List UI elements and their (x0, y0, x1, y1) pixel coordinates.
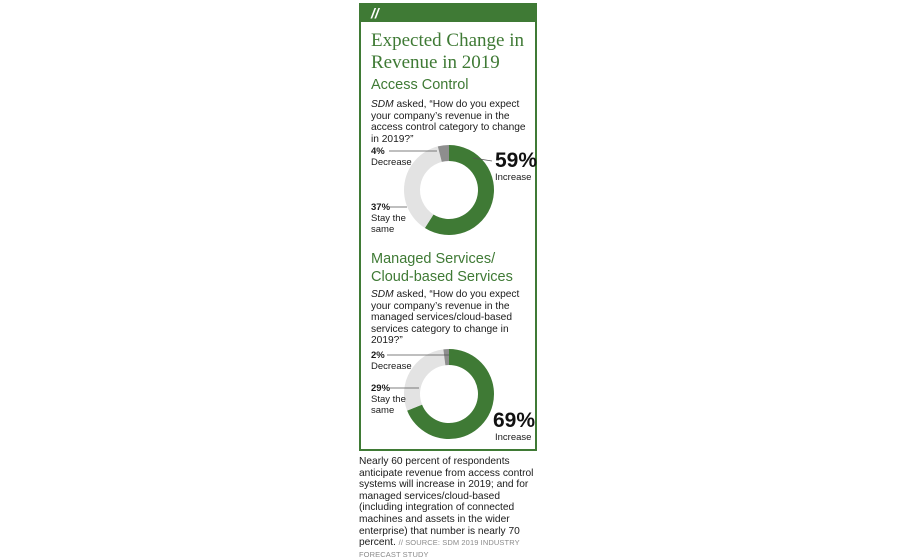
decrease-pct: 4% (371, 146, 385, 157)
question-text: asked, “How do you expect your company’s revenue in the managed services/cloud-based services category to change in 2019?” (371, 289, 520, 346)
caption-source: // SOURCE: SDM 2019 INDUSTRY FORECAST STUDY (359, 538, 520, 559)
question-lead: SDM (371, 99, 394, 110)
increase-text-access: Increase (495, 172, 532, 183)
decrease-text: Decrease (371, 361, 412, 372)
decrease-text: Decrease (371, 157, 412, 168)
same-text-2: same (371, 224, 395, 235)
decrease-pct: 2% (371, 350, 385, 361)
section-title-line1: Managed Services/ (371, 251, 496, 267)
question-lead: SDM (371, 289, 394, 300)
question-managed-services (371, 289, 531, 347)
same-pct: 37% (371, 202, 391, 213)
section-title-line2: Cloud-based Services (371, 269, 513, 285)
header-slashes: // (371, 5, 379, 21)
section-title-managed-services (371, 250, 536, 286)
same-pct: 29% (371, 383, 391, 394)
question-text: asked, “How do you expect your company’s revenue in the access control category to change in 2019?” (371, 99, 526, 145)
same-text-1: Stay the (371, 213, 406, 224)
infographic-title: Expected Change in Revenue in 2019 (371, 30, 525, 73)
infographic-panel (359, 3, 537, 451)
label-decrease-managed (371, 350, 412, 372)
label-same-access (371, 202, 406, 235)
donut-chart-managed-services (404, 349, 494, 439)
increase-pct-managed: 69% (493, 409, 536, 432)
same-text-1: Stay the (371, 394, 406, 405)
same-text-2: same (371, 405, 395, 416)
question-access-control (371, 99, 531, 145)
label-same-managed (371, 383, 406, 416)
increase-text-managed: Increase (495, 432, 532, 443)
section-title-access-control: Access Control (371, 77, 469, 93)
donut-chart-access-control (404, 145, 494, 235)
caption-text: Nearly 60 percent of respondents anticipate revenue from access control systems will increase in 2019; and for managed services/cloud-based (including integration of connected machines and assets in the wider enterprise) that number is nearly 70 percent. (359, 456, 534, 549)
caption (359, 456, 539, 560)
label-decrease-access (371, 146, 412, 168)
header-bar (361, 5, 535, 22)
increase-pct-access: 59% (495, 149, 538, 172)
